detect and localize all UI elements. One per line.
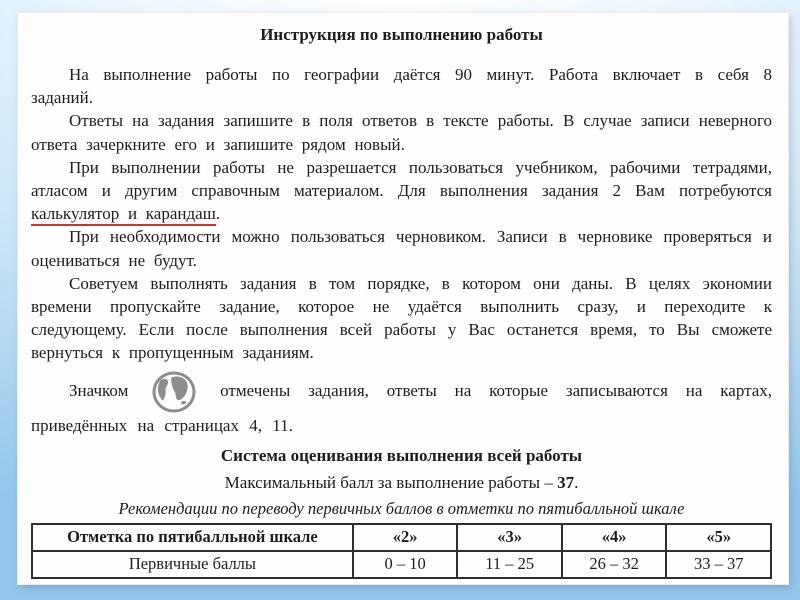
paragraph-answer-fields: Ответы на задания запишите в поля ответов в тексте работы. В случае записи неверного ответа зачеркните его и запишите рядом новый.	[31, 111, 772, 154]
map-note-before: Значком	[69, 380, 129, 400]
cell-range-3: 11 – 25	[457, 551, 562, 578]
header-mark-2: «2»	[353, 524, 458, 551]
highlighted-phrase: калькулятор и карандаш	[31, 204, 216, 226]
grading-heading: Система оценивания выполнения всей работы	[220, 445, 583, 465]
cell-range-2: 0 – 10	[353, 551, 458, 578]
map-note	[31, 371, 772, 438]
paragraph-materials-text: При выполнении работы не разрешается пользоваться учебником, рабочими тетрадями, атласом и другим справочным материалом. Для выполнения задания 2 Вам потребуются	[31, 157, 772, 201]
page-title: Инструкция по выполнению работы	[260, 25, 543, 44]
header-scale: Отметка по пятибалльной шкале	[32, 524, 353, 551]
score-table-row	[32, 551, 771, 578]
recommendation-line: Рекомендации по переводу первичных баллов в отметки по пятибалльной шкале	[118, 498, 685, 518]
max-score-line	[31, 473, 772, 493]
header-mark-4: «4»	[562, 524, 667, 551]
header-mark-3: «3»	[457, 524, 562, 551]
sentence-period: .	[215, 204, 221, 224]
globe-icon	[152, 371, 196, 413]
max-score-period: .	[574, 472, 579, 492]
header-mark-5: «5»	[666, 524, 771, 551]
paragraph-materials	[31, 156, 772, 226]
instruction-page	[18, 13, 788, 584]
score-table	[31, 523, 772, 579]
cell-range-5: 33 – 37	[666, 551, 771, 578]
paragraph-task-order: Советуем выполнять задания в том порядке, в котором они даны. В целях экономии времени пропускайте задание, которое не удаётся выполнить сразу, и переходите к следующему. Если после выполнения всей работы у Вас останется время, то Вы сможете вернуться к пропущенным заданиям.	[31, 273, 772, 363]
score-table-header-row	[32, 524, 771, 551]
cell-range-4: 26 – 32	[562, 551, 667, 578]
cell-primary-scores-label: Первичные баллы	[32, 551, 353, 578]
paragraph-draft: При необходимости можно пользоваться черновиком. Записи в черновике проверяться и оцениваться не будут.	[31, 227, 772, 270]
map-note-after: отмечены задания, ответы на которые записываются на картах, приведённых на страницах 4, 11.	[31, 380, 773, 435]
paragraph-duration: На выполнение работы по географии даётся 90 минут. Работа включает в себя 8 заданий.	[31, 65, 772, 108]
max-score-value: 37	[557, 472, 575, 492]
max-score-label: Максимальный балл за выполнение работы –	[224, 472, 558, 492]
